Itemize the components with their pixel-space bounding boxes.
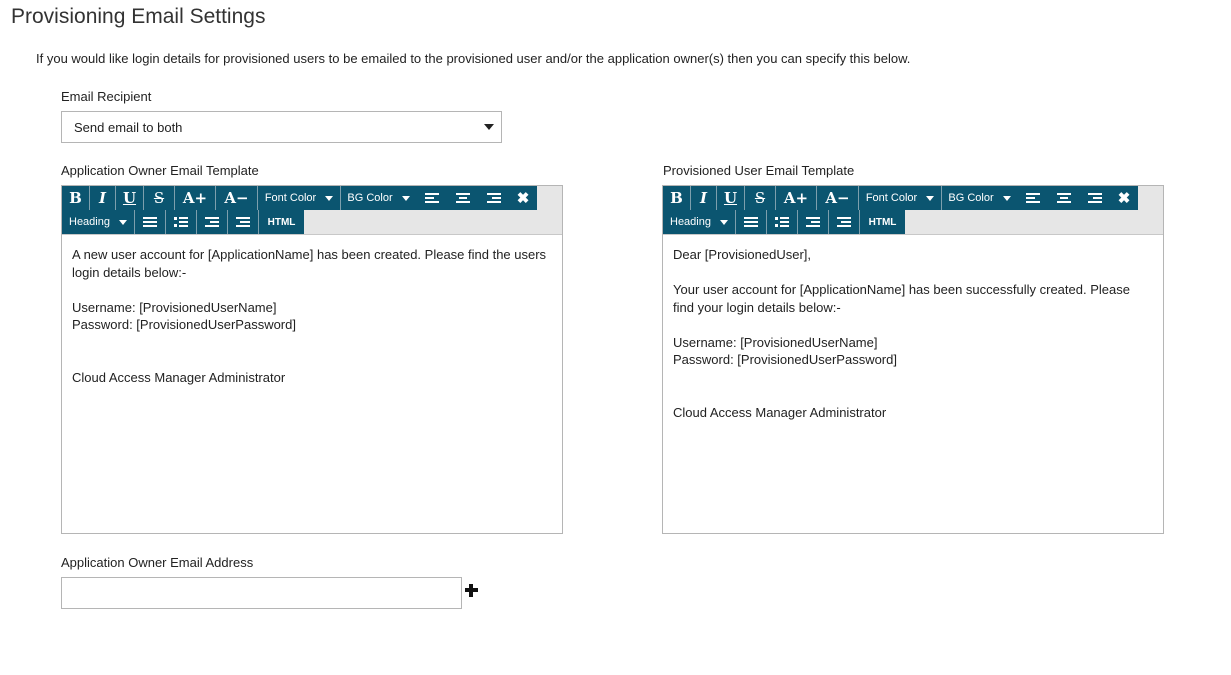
outdent-button[interactable]	[228, 210, 259, 234]
numbered-list-button[interactable]	[166, 210, 197, 234]
blank-line	[673, 264, 1153, 282]
align-right-button[interactable]	[1079, 186, 1110, 210]
owner-email-label: Application Owner Email Address	[61, 555, 254, 570]
close-icon: ✖	[516, 190, 530, 207]
outdent-icon	[236, 217, 250, 227]
align-right-button[interactable]	[478, 186, 509, 210]
blank-line	[673, 369, 1153, 387]
align-center-button[interactable]	[447, 186, 478, 210]
chevron-down-icon	[402, 196, 410, 201]
underline-button[interactable]	[717, 186, 745, 210]
editor-toolbar	[663, 186, 1163, 235]
italic-icon: I	[98, 189, 107, 207]
numbered-list-icon	[775, 217, 789, 227]
bullet-list-button[interactable]	[736, 210, 767, 234]
html-label: HTML	[267, 216, 296, 228]
underline-icon: U	[122, 189, 137, 207]
font-increase-icon: A+	[783, 189, 809, 207]
content-line: Password: [ProvisionedUserPassword]	[673, 352, 897, 367]
font-increase-button[interactable]	[776, 186, 817, 210]
align-right-icon	[1088, 193, 1102, 203]
numbered-list-button[interactable]	[767, 210, 798, 234]
content-line: Dear [ProvisionedUser],	[673, 247, 811, 262]
heading-label: Heading	[670, 216, 711, 228]
strikethrough-button[interactable]	[144, 186, 175, 210]
chevron-down-icon	[1003, 196, 1011, 201]
bold-button[interactable]	[663, 186, 691, 210]
html-button[interactable]	[259, 210, 304, 234]
toolbar-row-1	[62, 186, 537, 210]
font-increase-icon: A+	[182, 189, 208, 207]
font-decrease-icon: A−	[825, 189, 850, 207]
chevron-down-icon	[926, 196, 934, 201]
font-decrease-button[interactable]	[216, 186, 258, 210]
chevron-down-icon	[325, 196, 333, 201]
bullet-list-icon	[744, 217, 758, 227]
page-title: Provisioning Email Settings	[11, 5, 266, 28]
font-decrease-button[interactable]	[817, 186, 859, 210]
email-recipient-value: Send email to both	[74, 120, 183, 135]
owner-template-label: Application Owner Email Template	[61, 163, 259, 178]
close-icon: ✖	[1117, 190, 1131, 207]
toolbar-row-2	[62, 210, 304, 234]
indent-icon	[205, 217, 219, 227]
bold-button[interactable]	[62, 186, 90, 210]
font-color-button[interactable]	[859, 186, 942, 210]
content-line: Username: [ProvisionedUserName]	[72, 299, 277, 315]
bg-color-label: BG Color	[347, 192, 393, 204]
bg-color-button[interactable]	[341, 186, 416, 210]
content-line: Username: [ProvisionedUserName]	[673, 334, 878, 350]
italic-icon: I	[699, 189, 708, 207]
font-color-label: Font Color	[865, 192, 918, 204]
align-left-button[interactable]	[1017, 186, 1048, 210]
align-right-icon	[487, 193, 501, 203]
content-line: Password: [ProvisionedUserPassword]	[72, 317, 296, 332]
italic-button[interactable]	[691, 186, 717, 210]
align-center-icon	[456, 193, 470, 203]
blank-line	[72, 351, 552, 369]
owner-email-input[interactable]	[61, 577, 462, 609]
plus-icon[interactable]	[464, 583, 478, 597]
bullet-list-button[interactable]	[135, 210, 166, 234]
toolbar-row-1	[663, 186, 1138, 210]
email-recipient-label: Email Recipient	[61, 89, 152, 104]
email-recipient-select[interactable]	[61, 111, 502, 143]
editor-content[interactable]	[62, 235, 562, 397]
html-button[interactable]	[860, 210, 905, 234]
content-line: Cloud Access Manager Administrator	[72, 369, 286, 385]
bg-color-button[interactable]	[942, 186, 1017, 210]
blank-line	[673, 386, 1153, 404]
align-center-button[interactable]	[1048, 186, 1079, 210]
content-line: Your user account for [ApplicationName] has been successfully created. Please find your login details below:-	[673, 282, 1130, 315]
indent-icon	[806, 217, 820, 227]
align-center-icon	[1057, 193, 1071, 203]
heading-button[interactable]	[62, 210, 135, 234]
underline-button[interactable]	[116, 186, 144, 210]
font-color-label: Font Color	[264, 192, 317, 204]
clear-format-button[interactable]	[509, 186, 537, 210]
owner-template-editor	[61, 185, 563, 534]
italic-button[interactable]	[90, 186, 116, 210]
editor-content[interactable]	[663, 235, 1163, 432]
align-left-icon	[1026, 193, 1040, 203]
blank-line	[72, 334, 552, 352]
blank-line	[72, 281, 552, 299]
font-color-button[interactable]	[258, 186, 341, 210]
blank-line	[673, 316, 1153, 334]
chevron-down-icon	[119, 220, 127, 225]
content-line: A new user account for [ApplicationName] has been created. Please find the users login details below:-	[72, 247, 547, 280]
toolbar-row-2	[663, 210, 905, 234]
bold-icon: B	[69, 189, 82, 207]
user-template-label: Provisioned User Email Template	[663, 163, 855, 178]
bold-icon: B	[670, 189, 683, 207]
align-left-button[interactable]	[416, 186, 447, 210]
indent-button[interactable]	[197, 210, 228, 234]
content-line: Cloud Access Manager Administrator	[673, 404, 887, 420]
chevron-down-icon	[484, 124, 494, 130]
intro-text: If you would like login details for provisioned users to be emailed to the provisioned user and/or the application owner(s) then you can specify this below.	[36, 51, 911, 66]
underline-icon: U	[723, 189, 738, 207]
strikethrough-icon: S	[754, 189, 766, 207]
strikethrough-button[interactable]	[745, 186, 776, 210]
outdent-button[interactable]	[829, 210, 860, 234]
editor-toolbar	[62, 186, 562, 235]
html-label: HTML	[868, 216, 897, 228]
numbered-list-icon	[174, 217, 188, 227]
heading-label: Heading	[69, 216, 110, 228]
heading-button[interactable]	[663, 210, 736, 234]
clear-format-button[interactable]	[1110, 186, 1138, 210]
indent-button[interactable]	[798, 210, 829, 234]
chevron-down-icon	[720, 220, 728, 225]
outdent-icon	[837, 217, 851, 227]
align-left-icon	[425, 193, 439, 203]
bg-color-label: BG Color	[948, 192, 994, 204]
user-template-editor	[662, 185, 1164, 534]
font-increase-button[interactable]	[175, 186, 216, 210]
strikethrough-icon: S	[153, 189, 165, 207]
font-decrease-icon: A−	[224, 189, 249, 207]
bullet-list-icon	[143, 217, 157, 227]
